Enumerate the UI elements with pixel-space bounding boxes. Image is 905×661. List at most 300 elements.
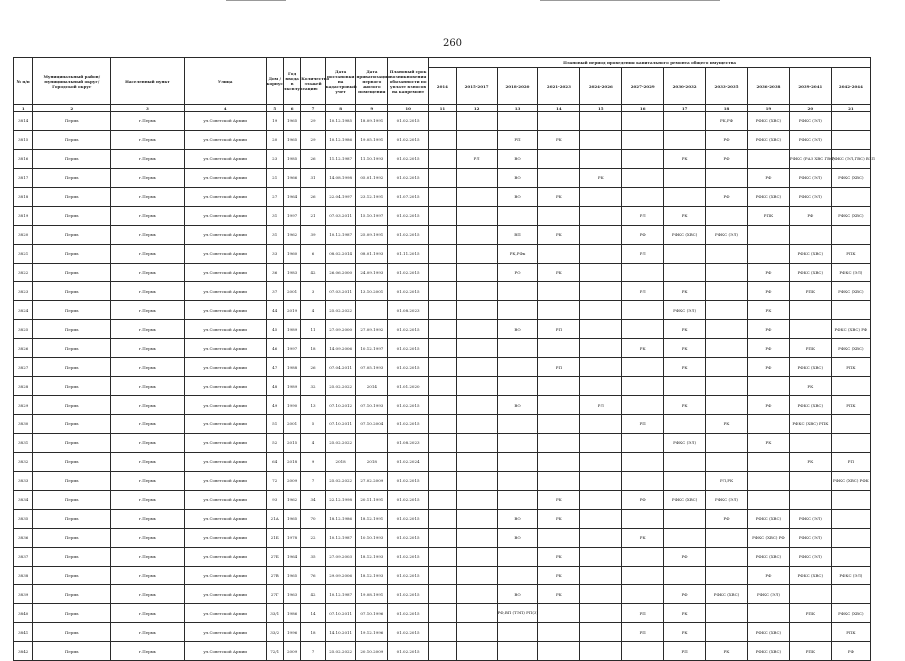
- table-row: [14, 528, 871, 547]
- table-cell: 29: [301, 130, 326, 149]
- table-cell: [538, 396, 580, 415]
- table-cell: 42: [301, 585, 326, 604]
- table-cell: [497, 452, 538, 471]
- table-cell: ул.Советской Армии: [184, 339, 266, 358]
- table-cell: РФКС (ЭЛ): [664, 433, 706, 452]
- table-cell: ул.Советской Армии: [184, 358, 266, 377]
- table-cell: РФКС (ХВС): [789, 358, 831, 377]
- column-number: 9: [356, 105, 388, 112]
- table-cell: 76: [301, 566, 326, 585]
- table-cell: [538, 604, 580, 623]
- table-cell: РК: [538, 490, 580, 509]
- column-number: 16: [622, 105, 664, 112]
- table-cell: [747, 490, 789, 509]
- table-cell: [429, 623, 457, 642]
- table-cell: 07.10.2012: [325, 396, 356, 415]
- table-cell: Пермь: [33, 358, 111, 377]
- table-cell: ул.Советской Армии: [184, 187, 266, 206]
- table-cell: [456, 396, 497, 415]
- table-cell: 14.10.2011: [325, 623, 356, 642]
- table-cell: ул.Советской Армии: [184, 471, 266, 490]
- table-cell: [706, 396, 748, 415]
- table-cell: [456, 377, 497, 396]
- table-cell: г.Пермь: [111, 528, 185, 547]
- table-cell: РФКС (РАЗ ХВС ГВС): [789, 149, 831, 168]
- table-cell: РФ: [664, 547, 706, 566]
- table-cell: [706, 604, 748, 623]
- table-cell: 3817: [14, 168, 33, 187]
- table-cell: [789, 490, 831, 509]
- table-cell: 3835: [14, 509, 33, 528]
- table-cell: 2001: [283, 415, 300, 434]
- table-cell: 21А: [266, 509, 283, 528]
- table-cell: [456, 282, 497, 301]
- table-cell: 10.12.1987: [325, 585, 356, 604]
- table-cell: [789, 320, 831, 339]
- table-cell: 08.02.2014: [325, 244, 356, 263]
- table-cell: [456, 168, 497, 187]
- table-cell: ул.Советской Армии: [184, 528, 266, 547]
- table-cell: РФКС (ХВС): [831, 282, 870, 301]
- table-cell: РП: [622, 623, 664, 642]
- table-cell: 5: [301, 415, 326, 434]
- table-cell: [538, 623, 580, 642]
- table-cell: РФКС (ХВС): [664, 225, 706, 244]
- table-cell: г.Пермь: [111, 320, 185, 339]
- table-cell: [747, 415, 789, 434]
- table-cell: РП: [538, 358, 580, 377]
- table-cell: РЛ: [580, 396, 622, 415]
- table-cell: 31: [301, 168, 326, 187]
- table-cell: [622, 377, 664, 396]
- col-header: Улица: [184, 58, 266, 105]
- col-header: № п/п: [14, 58, 33, 105]
- table-cell: РФКС (ХВС): [747, 187, 789, 206]
- table-cell: [429, 358, 457, 377]
- table-cell: [831, 130, 870, 149]
- table-cell: [580, 547, 622, 566]
- table-cell: РФ: [831, 642, 870, 661]
- table-cell: [789, 471, 831, 490]
- table-cell: 22.04.1997: [325, 187, 356, 206]
- table-cell: ВО: [497, 168, 538, 187]
- table-cell: [664, 415, 706, 434]
- table-cell: ул.Советской Армии: [184, 415, 266, 434]
- table-cell: 52: [266, 433, 283, 452]
- table-cell: [664, 377, 706, 396]
- table-cell: ул.Советской Армии: [184, 263, 266, 282]
- table-cell: [706, 244, 748, 263]
- period-header: 2033-2035: [706, 68, 748, 105]
- table-cell: РК: [538, 130, 580, 149]
- table-cell: г.Пермь: [111, 396, 185, 415]
- table-cell: 3826: [14, 339, 33, 358]
- table-cell: 25.02.2022: [325, 471, 356, 490]
- table-row: [14, 490, 871, 509]
- table-cell: г.Пермь: [111, 471, 185, 490]
- table-row: [14, 642, 871, 661]
- table-cell: РФ: [747, 358, 789, 377]
- table-cell: [580, 244, 622, 263]
- table-cell: [497, 433, 538, 452]
- table-cell: 3827: [14, 358, 33, 377]
- table-cell: РФКС (ХВС): [789, 566, 831, 585]
- table-cell: 27.09.1992: [356, 320, 388, 339]
- table-cell: 10.12.1987: [325, 225, 356, 244]
- table-cell: РК: [538, 566, 580, 585]
- period-header: 2042-2044: [831, 68, 870, 105]
- table-cell: 34: [301, 490, 326, 509]
- table-cell: РФКС (ЭЛ): [789, 187, 831, 206]
- table-cell: 1965: [283, 509, 300, 528]
- table-cell: [664, 112, 706, 131]
- table-cell: Пермь: [33, 339, 111, 358]
- table-cell: [580, 604, 622, 623]
- table-cell: 3: [301, 282, 326, 301]
- table-cell: 01.08.2023: [388, 301, 429, 320]
- table-cell: Пермь: [33, 566, 111, 585]
- col-header: Количество этажей: [301, 58, 326, 105]
- table-row: [14, 566, 871, 585]
- table-cell: 25.02.2022: [325, 301, 356, 320]
- table-cell: [664, 471, 706, 490]
- table-cell: РФКС (ЭЛ,ГВС) ВЗП: [831, 149, 870, 168]
- table-cell: 47: [266, 358, 283, 377]
- table-cell: [789, 433, 831, 452]
- column-number: 3: [111, 105, 185, 112]
- table-cell: [429, 396, 457, 415]
- table-cell: РФКС (ХВС): [789, 396, 831, 415]
- table-cell: ул.Советской Армии: [184, 585, 266, 604]
- table-cell: г.Пермь: [111, 566, 185, 585]
- table-cell: Пермь: [33, 263, 111, 282]
- table-row: [14, 130, 871, 149]
- table-cell: 1983: [283, 263, 300, 282]
- table-cell: [747, 225, 789, 244]
- table-cell: 10.12.1997: [356, 339, 388, 358]
- table-cell: РК: [747, 301, 789, 320]
- table-cell: 07.10.2004: [356, 415, 388, 434]
- table-cell: [497, 358, 538, 377]
- table-cell: [747, 604, 789, 623]
- table-cell: г.Пермь: [111, 377, 185, 396]
- table-cell: 9: [301, 452, 326, 471]
- column-number: 1: [14, 105, 33, 112]
- column-number: 15: [580, 105, 622, 112]
- table-cell: [664, 263, 706, 282]
- table-cell: 18: [301, 623, 326, 642]
- table-cell: [456, 528, 497, 547]
- table-cell: РК: [664, 623, 706, 642]
- table-cell: ул.Советской Армии: [184, 301, 266, 320]
- table-cell: РПК: [831, 244, 870, 263]
- table-cell: 64: [266, 452, 283, 471]
- table-cell: РПК: [747, 206, 789, 225]
- table-cell: [622, 301, 664, 320]
- table-cell: [622, 642, 664, 661]
- table-cell: РФ: [747, 396, 789, 415]
- table-cell: 01.02.2015: [388, 415, 429, 434]
- table-cell: 01.07.2015: [388, 187, 429, 206]
- table-cell: 3842: [14, 642, 33, 661]
- table-cell: 3822: [14, 263, 33, 282]
- table-cell: 27Б: [266, 547, 283, 566]
- table-cell: 45: [266, 320, 283, 339]
- table-cell: 08.01.1993: [356, 244, 388, 263]
- table-cell: 19.08.1991: [356, 585, 388, 604]
- table-cell: РФКС (ХВС): [747, 623, 789, 642]
- table-cell: [429, 509, 457, 528]
- table-cell: РФ: [622, 490, 664, 509]
- table-cell: РК: [622, 528, 664, 547]
- table-cell: [429, 282, 457, 301]
- table-cell: 3824: [14, 301, 33, 320]
- table-cell: [831, 377, 870, 396]
- table-cell: 3833: [14, 471, 33, 490]
- table-cell: 07.04.2011: [325, 358, 356, 377]
- table-cell: РК: [706, 415, 748, 434]
- table-cell: 01.02.2015: [388, 585, 429, 604]
- table-body: [14, 112, 875, 661]
- table-cell: [456, 206, 497, 225]
- table-cell: [497, 301, 538, 320]
- table-cell: [622, 112, 664, 131]
- column-number: 12: [456, 105, 497, 112]
- table-cell: [706, 168, 748, 187]
- table-cell: РК: [580, 168, 622, 187]
- table-cell: РФКС (ХВС) РФ: [831, 320, 870, 339]
- table-cell: РП: [622, 604, 664, 623]
- table-cell: РПК: [831, 358, 870, 377]
- table-row: [14, 377, 871, 396]
- period-header: 2036-2038: [747, 68, 789, 105]
- column-number: 14: [538, 105, 580, 112]
- table-cell: РП: [538, 320, 580, 339]
- table-cell: [429, 604, 457, 623]
- table-cell: [456, 547, 497, 566]
- table-cell: 1986: [283, 604, 300, 623]
- period-header: 2014: [429, 68, 457, 105]
- table-cell: [706, 623, 748, 642]
- table-cell: 7: [301, 642, 326, 661]
- table-cell: [580, 112, 622, 131]
- table-cell: [497, 642, 538, 661]
- table-cell: [664, 452, 706, 471]
- table-cell: 3828: [14, 377, 33, 396]
- table-cell: г.Пермь: [111, 301, 185, 320]
- table-cell: РФ: [747, 566, 789, 585]
- table-cell: РФКС (ЭЛ): [789, 528, 831, 547]
- table-cell: РФ: [747, 282, 789, 301]
- table-cell: 35: [301, 547, 326, 566]
- table-cell: ул.Советской Армии: [184, 149, 266, 168]
- table-cell: г.Пермь: [111, 490, 185, 509]
- table-cell: 42: [301, 263, 326, 282]
- table-cell: [706, 301, 748, 320]
- column-number: 2: [33, 105, 111, 112]
- table-cell: ул.Советской Армии: [184, 433, 266, 452]
- table-cell: [580, 566, 622, 585]
- table-cell: 1990: [283, 396, 300, 415]
- table-cell: [706, 528, 748, 547]
- table-row: [14, 623, 871, 642]
- table-row: [14, 604, 871, 623]
- table-cell: РФКС (ЭЛ): [789, 130, 831, 149]
- table-cell: 51: [266, 415, 283, 434]
- table-cell: [622, 509, 664, 528]
- table-cell: [622, 320, 664, 339]
- table-cell: 01.02.2015: [388, 263, 429, 282]
- table-cell: [497, 377, 538, 396]
- table-cell: [831, 112, 870, 131]
- table-cell: [538, 471, 580, 490]
- table-cell: 3839: [14, 585, 33, 604]
- table-cell: РФКС (ЭЛ): [831, 566, 870, 585]
- page-number: 260: [442, 38, 463, 49]
- table-cell: 46: [266, 339, 283, 358]
- table-cell: [580, 149, 622, 168]
- period-header: 2030-2032: [664, 68, 706, 105]
- table-cell: 3838: [14, 566, 33, 585]
- table-cell: г.Пермь: [111, 642, 185, 661]
- table-cell: [456, 566, 497, 585]
- column-number: 8: [325, 105, 356, 112]
- table-cell: [497, 282, 538, 301]
- table-cell: г.Пермь: [111, 623, 185, 642]
- table-cell: Пермь: [33, 585, 111, 604]
- table-cell: [664, 509, 706, 528]
- table-cell: Пермь: [33, 225, 111, 244]
- table-cell: 07.10.2011: [325, 415, 356, 434]
- table-cell: Пермь: [33, 490, 111, 509]
- table-cell: [429, 433, 457, 452]
- table-cell: РП: [622, 415, 664, 434]
- table-cell: 18.09.1991: [356, 112, 388, 131]
- table-cell: 01.08.2023: [388, 433, 429, 452]
- table-cell: 7: [301, 471, 326, 490]
- table-cell: 1964: [283, 187, 300, 206]
- table-cell: 20.11.1991: [356, 490, 388, 509]
- table-cell: Пермь: [33, 149, 111, 168]
- table-cell: РК: [664, 320, 706, 339]
- table-cell: Пермь: [33, 206, 111, 225]
- table-cell: 23: [266, 149, 283, 168]
- table-cell: [622, 396, 664, 415]
- table-row: [14, 301, 871, 320]
- table-cell: 1965: [283, 566, 300, 585]
- table-cell: [456, 433, 497, 452]
- table-cell: 2001: [283, 282, 300, 301]
- table-cell: [831, 225, 870, 244]
- table-cell: [622, 263, 664, 282]
- table-cell: [580, 263, 622, 282]
- table-cell: РФ: [747, 168, 789, 187]
- table-cell: [831, 433, 870, 452]
- table-cell: РФКС (ЭЛ): [789, 547, 831, 566]
- table-cell: 2018: [325, 452, 356, 471]
- table-row: [14, 509, 871, 528]
- table-cell: 25.02.2022: [325, 433, 356, 452]
- table-cell: г.Пермь: [111, 358, 185, 377]
- table-cell: [429, 528, 457, 547]
- top-rule-right: [540, 0, 720, 1]
- table-cell: [789, 301, 831, 320]
- period-header: 2027-2029: [622, 68, 664, 105]
- table-cell: РПК: [789, 282, 831, 301]
- table-cell: [580, 528, 622, 547]
- table-cell: [456, 509, 497, 528]
- table-cell: 4: [301, 433, 326, 452]
- table-cell: РФ: [706, 509, 748, 528]
- table-cell: 27.02.2009: [356, 471, 388, 490]
- table-cell: 27В: [266, 566, 283, 585]
- table-row: [14, 339, 871, 358]
- period-header: 2018-2020: [497, 68, 538, 105]
- table-cell: [456, 642, 497, 661]
- table-cell: [580, 320, 622, 339]
- table-cell: 01.01.2020: [388, 377, 429, 396]
- table-cell: РО: [497, 263, 538, 282]
- table-cell: ул.Советской Армии: [184, 623, 266, 642]
- table-cell: РФКС (ХВС): [831, 206, 870, 225]
- table-row: [14, 320, 871, 339]
- table-cell: ВО: [497, 509, 538, 528]
- table-cell: [747, 452, 789, 471]
- table-cell: [580, 206, 622, 225]
- table-row: [14, 585, 871, 604]
- table-cell: 3818: [14, 187, 33, 206]
- table-cell: [538, 528, 580, 547]
- table-cell: [538, 149, 580, 168]
- table-cell: 27: [266, 187, 283, 206]
- table-cell: [538, 377, 580, 396]
- table-cell: 18.12.1991: [356, 509, 388, 528]
- table-cell: Пермь: [33, 604, 111, 623]
- table-cell: РФКС (ХВС): [747, 547, 789, 566]
- table-cell: г.Пермь: [111, 282, 185, 301]
- table-cell: [429, 168, 457, 187]
- table-cell: г.Пермь: [111, 206, 185, 225]
- table-cell: РК: [706, 642, 748, 661]
- table-cell: [497, 623, 538, 642]
- table-cell: 3815: [14, 130, 33, 149]
- table-cell: 14.08.1998: [325, 168, 356, 187]
- table-row: [14, 187, 871, 206]
- table-cell: ВО: [497, 149, 538, 168]
- table-cell: Пермь: [33, 282, 111, 301]
- table-cell: г.Пермь: [111, 585, 185, 604]
- table-cell: [456, 452, 497, 471]
- table-cell: РФКС (ХВС): [831, 339, 870, 358]
- table-cell: 13.10.2001: [356, 282, 388, 301]
- period-group-header: Плановый период проведения капитального ремонта общего имущества: [429, 58, 871, 68]
- table-cell: [622, 585, 664, 604]
- table-cell: ул.Советской Армии: [184, 112, 266, 131]
- table-cell: ВО: [497, 320, 538, 339]
- table-cell: 4: [301, 301, 326, 320]
- table-row: [14, 149, 871, 168]
- table-cell: 32: [301, 377, 326, 396]
- table-cell: 3832: [14, 452, 33, 471]
- table-cell: 2019: [283, 301, 300, 320]
- table-cell: [664, 244, 706, 263]
- table-cell: РФКС (ХВС): [747, 509, 789, 528]
- table-cell: 18.12.1993: [356, 547, 388, 566]
- table-cell: РК: [664, 339, 706, 358]
- table-cell: РФКС (ХВС) РФ: [747, 528, 789, 547]
- table-cell: [497, 415, 538, 434]
- table-cell: [429, 130, 457, 149]
